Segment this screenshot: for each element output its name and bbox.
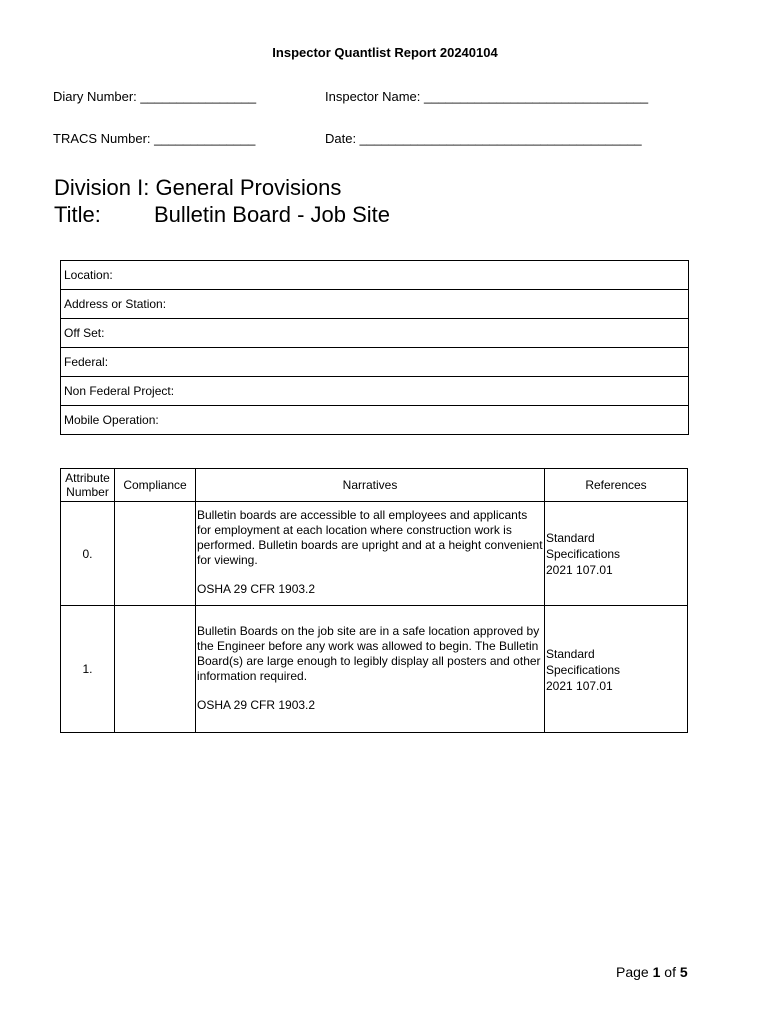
osha-reference: OSHA 29 CFR 1903.2 (197, 582, 316, 596)
location-row-federal: Federal: (61, 348, 689, 377)
header-narratives: Narratives (196, 469, 545, 502)
inspector-name-field: Inspector Name: _______________________________ (325, 89, 649, 104)
narrative-text: Bulletin boards are accessible to all employees and applicants for employment at each location where construction work is performed. Bulletin boards are upright and at a height convenient for viewing. (197, 508, 543, 567)
diary-number-field: Diary Number: ________________ (53, 89, 257, 104)
title-label: Title: (54, 202, 101, 227)
table-row (61, 606, 688, 733)
reference-line: Standard (546, 531, 595, 545)
compliance-cell (115, 606, 196, 733)
location-row-address: Address or Station: (61, 290, 689, 319)
location-row-location: Location: (61, 261, 689, 290)
reference-line: 2021 107.01 (546, 563, 613, 577)
reference-line: 2021 107.01 (546, 679, 613, 693)
location-table (60, 260, 689, 435)
reference-line: Specifications (546, 547, 621, 561)
osha-reference: OSHA 29 CFR 1903.2 (197, 698, 316, 712)
header-compliance: Compliance (115, 469, 196, 502)
attributes-table (60, 468, 688, 733)
attribute-number: 0. (61, 502, 115, 606)
of-word: of (664, 964, 676, 980)
attribute-number: 1. (61, 606, 115, 733)
total-pages: 5 (679, 964, 688, 980)
narrative-cell (196, 606, 545, 733)
references-cell (545, 606, 688, 733)
attributes-header-row (61, 469, 688, 502)
page-word: Page (616, 964, 649, 980)
header-references: References (545, 469, 688, 502)
location-row-offset: Off Set: (61, 319, 689, 348)
date-field: Date: _______________________________________ (325, 131, 642, 146)
references-cell (545, 502, 688, 606)
table-row (61, 502, 688, 606)
narrative-text: Bulletin Boards on the job site are in a safe location approved by the Engineer before any work was allowed to begin. The Bulletin Board(s) are large enough to legibly display all posters and other information required. (197, 624, 541, 683)
title-value: Bulletin Board - Job Site (154, 202, 391, 227)
report-title: Inspector Quantlist Report 20240104 (272, 45, 498, 60)
reference-line: Standard (546, 647, 595, 661)
division-heading: Division I: General Provisions (54, 175, 342, 200)
compliance-cell (115, 502, 196, 606)
narrative-cell (196, 502, 545, 606)
reference-line: Specifications (546, 663, 621, 677)
location-row-mobile: Mobile Operation: (61, 406, 689, 435)
current-page: 1 (652, 964, 661, 980)
page-indicator (616, 964, 688, 980)
header-attribute-number: Attribute Number (61, 469, 115, 502)
location-row-non-federal: Non Federal Project: (61, 377, 689, 406)
tracs-number-field: TRACS Number: ______________ (53, 131, 256, 146)
